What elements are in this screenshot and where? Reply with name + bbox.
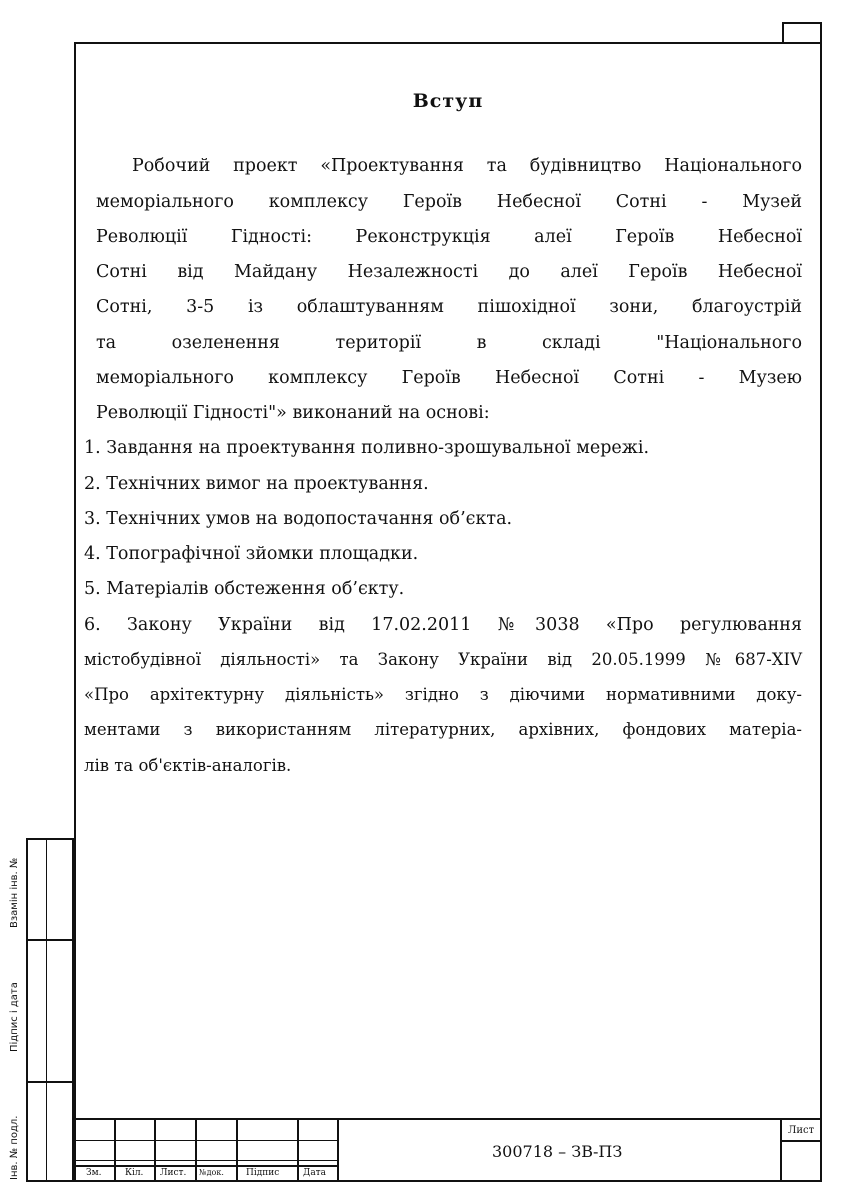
col-kil: Кіл. (125, 1168, 144, 1178)
title-block (74, 1118, 822, 1182)
list-item-6-line-2: містобудівної діяльності» та Закону України від 20.05.1999 №687-XIV (84, 650, 802, 669)
list-item-6-line-4: ментами з використанням літературних, архівних, фондових матеріа- (84, 720, 802, 739)
sheet-number-corner-box (782, 22, 822, 44)
intro-line-2: меморіального комплексу Героїв Небесної Сотні - Музей (96, 192, 802, 212)
list-item-2: 2. Технічних вимог на проектування. (84, 474, 429, 494)
intro-line-7: меморіального комплексу Героїв Небесної Сотні - Музею (96, 368, 802, 388)
side-label-inv-orig: Інв. № подл. (9, 1115, 20, 1180)
col-lyst: Лист. (160, 1168, 187, 1178)
intro-line-6: та озеленення території в складі "Національного (96, 333, 802, 353)
list-item-1: 1. Завдання на проектування поливно-зрошувальної мережі. (84, 438, 650, 458)
page-frame (74, 42, 822, 1182)
col-zm: Зм. (86, 1168, 102, 1178)
col-pidpys: Підпис (246, 1168, 280, 1178)
col-ndok: №док. (199, 1168, 224, 1177)
list-item-6-line-3: «Про архітектурну діяльність» згідно з діючими нормативними доку- (84, 685, 802, 704)
intro-line-4: Сотні від Майдану Незалежності до алеї Героїв Небесної (96, 262, 802, 282)
document-code: 300718 – ЗВ-ПЗ (492, 1142, 623, 1161)
list-item-6-line-5: лів та об'єктів-аналогів. (84, 756, 292, 775)
intro-line-8: Революції Гідності"» виконаний на основі: (96, 403, 490, 423)
sheet-label: Лист (788, 1125, 815, 1136)
side-label-sign-date: Підпис і дата (9, 982, 20, 1052)
col-data: Дата (303, 1168, 327, 1178)
list-item-6-line-1: 6. Закону України від 17.02.2011 №3038 «Про регулювання (84, 615, 802, 635)
section-heading: Вступ (412, 90, 484, 112)
intro-line-5: Сотні, 3-5 із облаштуванням пішохідної зони, благоустрій (96, 297, 802, 317)
side-stamp-strip (26, 838, 74, 1182)
list-item-3: 3. Технічних умов на водопостачання об’єкта. (84, 509, 513, 529)
intro-line-1: Робочий проект «Проектування та будівництво Національного (132, 156, 802, 176)
intro-line-3: Революції Гідності: Реконструкція алеї Героїв Небесної (96, 227, 802, 247)
list-item-4: 4. Топографічної зйомки площадки. (84, 544, 419, 564)
side-label-replace-inv: Взамін інв. № (9, 857, 20, 928)
list-item-5: 5. Матеріалів обстеження об’єкту. (84, 579, 405, 599)
